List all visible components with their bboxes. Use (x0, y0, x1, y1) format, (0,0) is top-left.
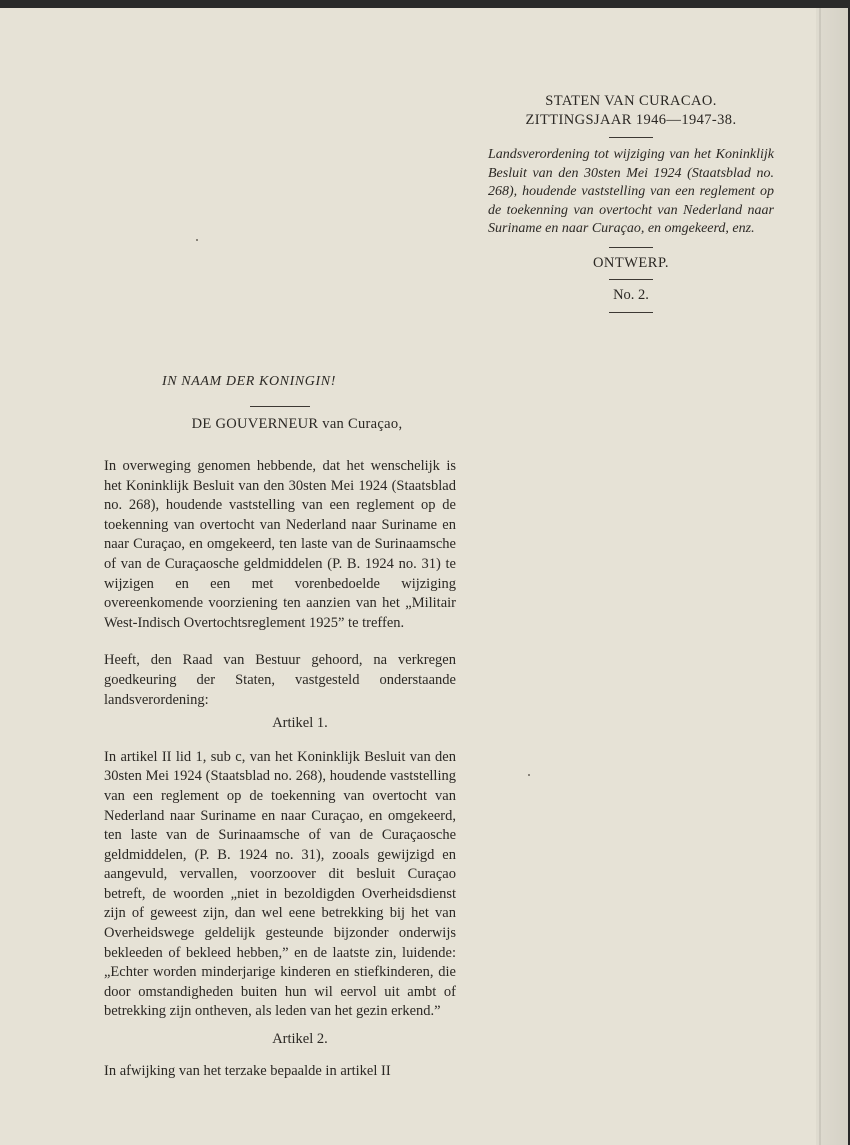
page-fold-line (819, 8, 821, 1145)
header-divider (609, 137, 653, 138)
article-2-heading: Artikel 2. (272, 1031, 328, 1048)
header-block (488, 92, 774, 321)
article-1-heading: Artikel 1. (272, 715, 328, 732)
enactment-paragraph (104, 651, 456, 710)
paper-speck (196, 239, 198, 241)
article-gap-2 (104, 1054, 456, 1062)
document-number: No. 2. (613, 286, 649, 303)
page-spine-shadow (816, 8, 850, 1145)
invocation: IN NAAM DER KONINGIN! (162, 374, 336, 389)
paper-speck (528, 774, 530, 776)
subject-description: Landsverordening tot wijziging van het Koninklijk Besluit van den 30sten Mei 1924 (Staatsblad no. 268), houdende vaststelling van een reglement op de toekenning van overtocht van Nederland naar Suriname en naar Curaçao, en omgekeerd, enz. (488, 147, 774, 236)
article-2-paragraph (104, 1062, 456, 1082)
preamble-text: In overweging genomen hebbende, dat het wenschelijk is het Koninklijk Besluit van den 30sten Mei 1924 (Staatsblad no. 268), houdende vaststelling van een reglement op de toekenning van overtocht van Nederland naar Suriname en naar Curaçao, en omgekeerd, ten laste van de Surinaamsche of van de Curaçaosche geldmiddelen (P. B. 1924 no. 31) te wijzigen en een met vorenbedoelde wijziging overeenkomende voorziening ten aanzien van het „Militair West-Indisch Overtochtsreglement 1925” te treffen. (104, 458, 456, 631)
body-text (104, 372, 456, 1081)
session-year: ZITTINGSJAAR 1946—1947-38. (525, 112, 737, 128)
header-title: STATEN VAN CURACAO. (545, 93, 717, 109)
enactment-text: Heeft, den Raad van Bestuur gehoord, na verkregen goedkeuring der Staten, vastgesteld onderstaande landsverordening: (104, 652, 456, 708)
article-gap (104, 738, 456, 748)
paragraph-gap (104, 633, 456, 651)
governor-line: DE GOUVERNEUR van Curaçao, (191, 416, 403, 432)
preamble-paragraph (104, 457, 456, 633)
article-1-text: In artikel II lid 1, sub c, van het Koninklijk Besluit van den 30sten Mei 1924 (Staatsblad no. 268), houdende vaststelling van een reglement op de toekenning van overtocht van Nederland naar Suriname en naar Curaçao, en omgekeerd, ten laste van de Surinaamsche of van de Curaçaosche geldmiddelen, (P. B. 1924 no. 31), zooals gewijzigd en aangevuld, vervallen, voorzoover dit besluit Curaçao betreft, de woorden „niet in bezoldigden Overheidsdienst zijn of geweest zijn, dan wel eene betrekking bij het van Overheidswege geldelijk gesteunde bijzonder onderwijs bekleeden of bekleed hebben,” en de laatste zin, luidende: „Echter worden minderjarige kinderen en stiefkinderen, die door omstandigheden buiten hun wil eervol uit ambt of betrekking zijn ontheven, als leden van het gezin erkend.” (104, 748, 456, 1020)
status-divider (609, 279, 653, 280)
number-divider (609, 312, 653, 313)
invocation-divider (250, 406, 310, 407)
subject-divider (609, 247, 653, 248)
article-2-text: In afwijking van het terzake bepaalde in artikel II (104, 1062, 391, 1079)
article-1-paragraph (104, 748, 456, 1022)
draft-status: ONTWERP. (592, 254, 670, 271)
